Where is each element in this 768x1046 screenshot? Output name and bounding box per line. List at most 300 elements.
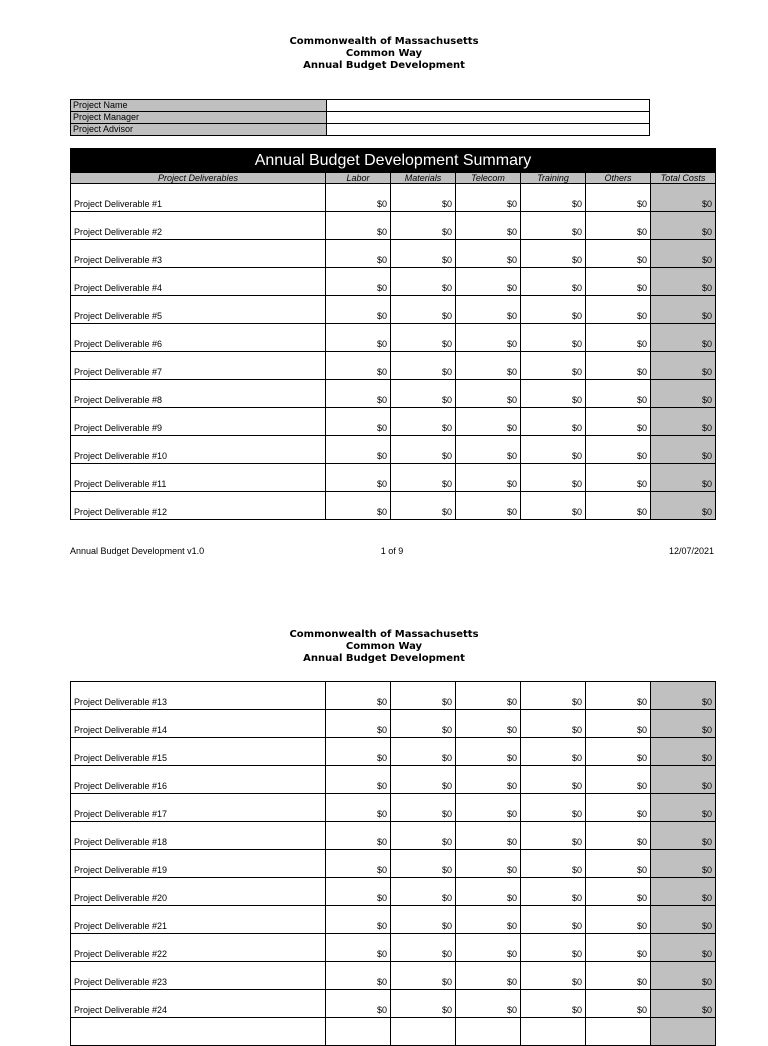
telecom-value: $0 bbox=[506, 753, 517, 763]
deliverable-name: Project Deliverable #10 bbox=[74, 451, 168, 461]
telecom-value: $0 bbox=[506, 227, 517, 237]
deliverable-name-cell[interactable] bbox=[71, 268, 326, 296]
materials-cell[interactable] bbox=[391, 492, 456, 520]
telecom-cell[interactable] bbox=[456, 492, 521, 520]
total-value: $0 bbox=[701, 725, 712, 735]
total-cell[interactable] bbox=[651, 436, 716, 464]
deliverable-name: Project Deliverable #5 bbox=[74, 311, 163, 321]
telecom-cell[interactable] bbox=[456, 962, 521, 990]
training-cell[interactable] bbox=[521, 794, 586, 822]
deliverable-name-cell[interactable] bbox=[71, 324, 326, 352]
others-cell[interactable] bbox=[586, 212, 651, 240]
footer-page-number: 1 of 9 bbox=[380, 546, 404, 556]
labor-cell[interactable] bbox=[326, 268, 391, 296]
deliverable-name-cell[interactable] bbox=[71, 906, 326, 934]
others-value: $0 bbox=[636, 451, 647, 461]
total-cell[interactable] bbox=[651, 822, 716, 850]
telecom-cell[interactable] bbox=[456, 1018, 521, 1046]
telecom-cell[interactable] bbox=[456, 822, 521, 850]
deliverable-name-cell[interactable] bbox=[71, 464, 326, 492]
telecom-cell[interactable] bbox=[456, 464, 521, 492]
training-cell[interactable] bbox=[521, 906, 586, 934]
labor-cell[interactable] bbox=[326, 962, 391, 990]
others-value: $0 bbox=[636, 837, 647, 847]
others-value: $0 bbox=[636, 507, 647, 517]
others-cell[interactable] bbox=[586, 766, 651, 794]
labor-cell[interactable] bbox=[326, 906, 391, 934]
total-cell[interactable] bbox=[651, 850, 716, 878]
others-value: $0 bbox=[636, 921, 647, 931]
total-value: $0 bbox=[701, 837, 712, 847]
deliverable-name-cell[interactable] bbox=[71, 352, 326, 380]
telecom-cell[interactable] bbox=[456, 682, 521, 710]
labor-value: $0 bbox=[376, 809, 387, 819]
telecom-value: $0 bbox=[506, 725, 517, 735]
others-cell[interactable] bbox=[586, 324, 651, 352]
others-value: $0 bbox=[636, 865, 647, 875]
deliverable-name-cell[interactable] bbox=[71, 240, 326, 268]
training-cell[interactable] bbox=[521, 738, 586, 766]
telecom-cell[interactable] bbox=[456, 794, 521, 822]
deliverable-name: Project Deliverable #20 bbox=[74, 893, 168, 903]
total-cell[interactable] bbox=[651, 682, 716, 710]
deliverable-name-cell[interactable] bbox=[71, 380, 326, 408]
total-cell[interactable] bbox=[651, 268, 716, 296]
total-value: $0 bbox=[701, 227, 712, 237]
training-cell[interactable] bbox=[521, 990, 586, 1018]
total-value: $0 bbox=[701, 809, 712, 819]
others-cell[interactable] bbox=[586, 408, 651, 436]
deliverable-name: Project Deliverable #14 bbox=[74, 725, 168, 735]
others-cell[interactable] bbox=[586, 710, 651, 738]
training-cell[interactable] bbox=[521, 268, 586, 296]
deliverable-name-cell[interactable] bbox=[71, 878, 326, 906]
training-value: $0 bbox=[571, 255, 582, 265]
deliverable-name-cell[interactable] bbox=[71, 436, 326, 464]
others-cell[interactable] bbox=[586, 682, 651, 710]
telecom-value: $0 bbox=[506, 339, 517, 349]
total-cell[interactable] bbox=[651, 212, 716, 240]
others-cell[interactable] bbox=[586, 296, 651, 324]
training-cell[interactable] bbox=[521, 682, 586, 710]
training-value: $0 bbox=[571, 1005, 582, 1015]
header-title: Annual Budget Development bbox=[303, 653, 465, 664]
others-cell[interactable] bbox=[586, 380, 651, 408]
training-cell[interactable] bbox=[521, 184, 586, 212]
labor-cell[interactable] bbox=[326, 352, 391, 380]
total-cell[interactable] bbox=[651, 240, 716, 268]
others-cell[interactable] bbox=[586, 240, 651, 268]
deliverable-name: Project Deliverable #3 bbox=[74, 255, 163, 265]
labor-value: $0 bbox=[376, 865, 387, 875]
labor-cell[interactable] bbox=[326, 990, 391, 1018]
total-cell[interactable] bbox=[651, 324, 716, 352]
training-cell[interactable] bbox=[521, 1018, 586, 1046]
others-value: $0 bbox=[636, 423, 647, 433]
table-row bbox=[71, 710, 716, 738]
materials-cell[interactable] bbox=[391, 850, 456, 878]
labor-value: $0 bbox=[376, 893, 387, 903]
labor-cell[interactable] bbox=[326, 240, 391, 268]
materials-cell[interactable] bbox=[391, 212, 456, 240]
labor-value: $0 bbox=[376, 451, 387, 461]
telecom-cell[interactable] bbox=[456, 436, 521, 464]
col-header-deliverables: Project Deliverables bbox=[71, 173, 326, 184]
materials-value: $0 bbox=[441, 893, 452, 903]
table-row bbox=[71, 352, 716, 380]
labor-value: $0 bbox=[376, 283, 387, 293]
training-cell[interactable] bbox=[521, 934, 586, 962]
materials-cell[interactable] bbox=[391, 990, 456, 1018]
deliverable-name-cell[interactable] bbox=[71, 682, 326, 710]
training-cell[interactable] bbox=[521, 962, 586, 990]
total-cell[interactable] bbox=[651, 962, 716, 990]
others-value: $0 bbox=[636, 283, 647, 293]
table-row bbox=[71, 212, 716, 240]
telecom-value: $0 bbox=[506, 479, 517, 489]
labor-value: $0 bbox=[376, 479, 387, 489]
labor-value: $0 bbox=[376, 753, 387, 763]
total-cell[interactable] bbox=[651, 380, 716, 408]
materials-value: $0 bbox=[441, 977, 452, 987]
labor-cell[interactable] bbox=[326, 436, 391, 464]
deliverable-name: Project Deliverable #19 bbox=[74, 865, 168, 875]
materials-cell[interactable] bbox=[391, 436, 456, 464]
materials-cell[interactable] bbox=[391, 408, 456, 436]
training-cell[interactable] bbox=[521, 710, 586, 738]
budget-summary-table bbox=[70, 148, 716, 520]
deliverable-name-cell[interactable] bbox=[71, 766, 326, 794]
deliverable-name-cell[interactable] bbox=[71, 962, 326, 990]
others-cell[interactable] bbox=[586, 738, 651, 766]
training-value: $0 bbox=[571, 507, 582, 517]
deliverable-name: Project Deliverable #9 bbox=[74, 423, 163, 433]
deliverable-name-cell[interactable] bbox=[71, 1018, 326, 1046]
col-header-materials: Materials bbox=[391, 173, 456, 184]
materials-cell[interactable] bbox=[391, 464, 456, 492]
labor-cell[interactable] bbox=[326, 878, 391, 906]
deliverable-name: Project Deliverable #2 bbox=[74, 227, 163, 237]
labor-value: $0 bbox=[376, 367, 387, 377]
labor-cell[interactable] bbox=[326, 738, 391, 766]
telecom-cell[interactable] bbox=[456, 324, 521, 352]
telecom-value: $0 bbox=[506, 977, 517, 987]
deliverable-name-cell[interactable] bbox=[71, 934, 326, 962]
others-value: $0 bbox=[636, 1005, 647, 1015]
deliverable-name: Project Deliverable #8 bbox=[74, 395, 163, 405]
total-value: $0 bbox=[701, 893, 712, 903]
training-cell[interactable] bbox=[521, 352, 586, 380]
labor-value: $0 bbox=[376, 697, 387, 707]
labor-cell[interactable] bbox=[326, 184, 391, 212]
telecom-cell[interactable] bbox=[456, 212, 521, 240]
training-value: $0 bbox=[571, 423, 582, 433]
deliverable-name-cell[interactable] bbox=[71, 184, 326, 212]
materials-value: $0 bbox=[441, 781, 452, 791]
deliverable-name-cell[interactable] bbox=[71, 990, 326, 1018]
others-cell[interactable] bbox=[586, 268, 651, 296]
materials-value: $0 bbox=[441, 451, 452, 461]
training-cell[interactable] bbox=[521, 212, 586, 240]
training-cell[interactable] bbox=[521, 464, 586, 492]
others-value: $0 bbox=[636, 339, 647, 349]
deliverable-name: Project Deliverable #23 bbox=[74, 977, 168, 987]
others-cell[interactable] bbox=[586, 1018, 651, 1046]
materials-cell[interactable] bbox=[391, 710, 456, 738]
labor-value: $0 bbox=[376, 339, 387, 349]
labor-cell[interactable] bbox=[326, 1018, 391, 1046]
materials-value: $0 bbox=[441, 809, 452, 819]
table-row bbox=[71, 240, 716, 268]
training-value: $0 bbox=[571, 921, 582, 931]
deliverable-name-cell[interactable] bbox=[71, 794, 326, 822]
others-cell[interactable] bbox=[586, 794, 651, 822]
total-cell[interactable] bbox=[651, 738, 716, 766]
footer-date: 12/07/2021 bbox=[668, 546, 714, 556]
telecom-cell[interactable] bbox=[456, 850, 521, 878]
project-advisor-label: Project Advisor bbox=[71, 124, 327, 136]
materials-cell[interactable] bbox=[391, 794, 456, 822]
total-cell[interactable] bbox=[651, 990, 716, 1018]
telecom-cell[interactable] bbox=[456, 906, 521, 934]
training-value: $0 bbox=[571, 199, 582, 209]
labor-value: $0 bbox=[376, 423, 387, 433]
total-value: $0 bbox=[701, 507, 712, 517]
telecom-value: $0 bbox=[506, 199, 517, 209]
others-value: $0 bbox=[636, 809, 647, 819]
materials-cell[interactable] bbox=[391, 822, 456, 850]
telecom-cell[interactable] bbox=[456, 408, 521, 436]
table-row bbox=[71, 408, 716, 436]
labor-cell[interactable] bbox=[326, 710, 391, 738]
materials-value: $0 bbox=[441, 311, 452, 321]
deliverable-name-cell[interactable] bbox=[71, 492, 326, 520]
others-cell[interactable] bbox=[586, 990, 651, 1018]
materials-value: $0 bbox=[441, 423, 452, 433]
total-value: $0 bbox=[701, 395, 712, 405]
others-cell[interactable] bbox=[586, 184, 651, 212]
labor-cell[interactable] bbox=[326, 492, 391, 520]
materials-cell[interactable] bbox=[391, 380, 456, 408]
deliverable-name: Project Deliverable #12 bbox=[74, 507, 168, 517]
materials-cell[interactable] bbox=[391, 268, 456, 296]
labor-value: $0 bbox=[376, 395, 387, 405]
col-header-total-costs: Total Costs bbox=[651, 173, 716, 184]
training-cell[interactable] bbox=[521, 408, 586, 436]
materials-value: $0 bbox=[441, 753, 452, 763]
training-cell[interactable] bbox=[521, 822, 586, 850]
labor-cell[interactable] bbox=[326, 822, 391, 850]
deliverable-name: Project Deliverable #16 bbox=[74, 781, 168, 791]
table-row bbox=[71, 962, 716, 990]
total-value: $0 bbox=[701, 199, 712, 209]
others-value: $0 bbox=[636, 725, 647, 735]
telecom-cell[interactable] bbox=[456, 878, 521, 906]
materials-cell[interactable] bbox=[391, 240, 456, 268]
materials-value: $0 bbox=[441, 865, 452, 875]
telecom-value: $0 bbox=[506, 893, 517, 903]
deliverable-name-cell[interactable] bbox=[71, 212, 326, 240]
deliverable-name: Project Deliverable #17 bbox=[74, 809, 168, 819]
col-header-labor: Labor bbox=[326, 173, 391, 184]
training-value: $0 bbox=[571, 479, 582, 489]
col-header-training: Training bbox=[521, 173, 586, 184]
others-cell[interactable] bbox=[586, 436, 651, 464]
telecom-cell[interactable] bbox=[456, 738, 521, 766]
table-row bbox=[71, 1018, 716, 1046]
materials-cell[interactable] bbox=[391, 962, 456, 990]
telecom-value: $0 bbox=[506, 367, 517, 377]
labor-cell[interactable] bbox=[326, 850, 391, 878]
deliverable-name-cell[interactable] bbox=[71, 850, 326, 878]
deliverable-name: Project Deliverable #13 bbox=[74, 697, 168, 707]
table-row bbox=[71, 738, 716, 766]
telecom-value: $0 bbox=[506, 507, 517, 517]
training-cell[interactable] bbox=[521, 850, 586, 878]
total-value: $0 bbox=[701, 977, 712, 987]
labor-cell[interactable] bbox=[326, 794, 391, 822]
project-name-row bbox=[71, 100, 650, 112]
telecom-value: $0 bbox=[506, 809, 517, 819]
project-advisor-field[interactable] bbox=[327, 124, 650, 136]
materials-cell[interactable] bbox=[391, 738, 456, 766]
telecom-cell[interactable] bbox=[456, 934, 521, 962]
header-subtitle: Common Way bbox=[345, 48, 423, 59]
others-value: $0 bbox=[636, 697, 647, 707]
others-value: $0 bbox=[636, 753, 647, 763]
labor-cell[interactable] bbox=[326, 934, 391, 962]
others-cell[interactable] bbox=[586, 464, 651, 492]
training-cell[interactable] bbox=[521, 766, 586, 794]
deliverable-name-cell[interactable] bbox=[71, 408, 326, 436]
telecom-cell[interactable] bbox=[456, 240, 521, 268]
telecom-cell[interactable] bbox=[456, 380, 521, 408]
total-cell[interactable] bbox=[651, 794, 716, 822]
deliverable-name-cell[interactable] bbox=[71, 738, 326, 766]
page-header-2 bbox=[0, 629, 768, 665]
materials-cell[interactable] bbox=[391, 934, 456, 962]
materials-value: $0 bbox=[441, 395, 452, 405]
training-value: $0 bbox=[571, 395, 582, 405]
deliverable-name: Project Deliverable #11 bbox=[74, 479, 167, 489]
materials-value: $0 bbox=[441, 507, 452, 517]
telecom-value: $0 bbox=[506, 921, 517, 931]
others-cell[interactable] bbox=[586, 934, 651, 962]
total-cell[interactable] bbox=[651, 184, 716, 212]
materials-value: $0 bbox=[441, 227, 452, 237]
materials-cell[interactable] bbox=[391, 682, 456, 710]
materials-cell[interactable] bbox=[391, 878, 456, 906]
deliverable-name: Project Deliverable #1 bbox=[74, 199, 163, 209]
materials-value: $0 bbox=[441, 837, 452, 847]
labor-value: $0 bbox=[376, 837, 387, 847]
others-value: $0 bbox=[636, 199, 647, 209]
others-cell[interactable] bbox=[586, 850, 651, 878]
total-cell[interactable] bbox=[651, 296, 716, 324]
others-cell[interactable] bbox=[586, 492, 651, 520]
labor-value: $0 bbox=[376, 1005, 387, 1015]
summary-rows bbox=[71, 682, 716, 1046]
materials-cell[interactable] bbox=[391, 906, 456, 934]
total-cell[interactable] bbox=[651, 492, 716, 520]
deliverable-name: Project Deliverable #7 bbox=[74, 367, 163, 377]
materials-cell[interactable] bbox=[391, 352, 456, 380]
labor-cell[interactable] bbox=[326, 296, 391, 324]
training-cell[interactable] bbox=[521, 492, 586, 520]
labor-cell[interactable] bbox=[326, 324, 391, 352]
total-cell[interactable] bbox=[651, 710, 716, 738]
deliverable-name: Project Deliverable #21 bbox=[74, 921, 168, 931]
labor-cell[interactable] bbox=[326, 682, 391, 710]
materials-value: $0 bbox=[441, 949, 452, 959]
others-cell[interactable] bbox=[586, 352, 651, 380]
telecom-cell[interactable] bbox=[456, 352, 521, 380]
total-cell[interactable] bbox=[651, 1018, 716, 1046]
others-cell[interactable] bbox=[586, 962, 651, 990]
telecom-value: $0 bbox=[506, 949, 517, 959]
labor-cell[interactable] bbox=[326, 408, 391, 436]
training-cell[interactable] bbox=[521, 324, 586, 352]
materials-cell[interactable] bbox=[391, 1018, 456, 1046]
others-cell[interactable] bbox=[586, 906, 651, 934]
labor-cell[interactable] bbox=[326, 212, 391, 240]
deliverable-name-cell[interactable] bbox=[71, 822, 326, 850]
training-cell[interactable] bbox=[521, 436, 586, 464]
telecom-value: $0 bbox=[506, 311, 517, 321]
total-cell[interactable] bbox=[651, 408, 716, 436]
labor-cell[interactable] bbox=[326, 464, 391, 492]
total-cell[interactable] bbox=[651, 878, 716, 906]
materials-cell[interactable] bbox=[391, 296, 456, 324]
table-row bbox=[71, 268, 716, 296]
total-cell[interactable] bbox=[651, 464, 716, 492]
telecom-cell[interactable] bbox=[456, 184, 521, 212]
telecom-cell[interactable] bbox=[456, 268, 521, 296]
training-cell[interactable] bbox=[521, 380, 586, 408]
total-cell[interactable] bbox=[651, 352, 716, 380]
total-cell[interactable] bbox=[651, 906, 716, 934]
total-cell[interactable] bbox=[651, 934, 716, 962]
labor-value: $0 bbox=[376, 921, 387, 931]
deliverable-name-cell[interactable] bbox=[71, 710, 326, 738]
project-manager-field[interactable] bbox=[327, 112, 650, 124]
project-advisor-row bbox=[71, 124, 650, 136]
training-cell[interactable] bbox=[521, 878, 586, 906]
deliverable-name: Project Deliverable #18 bbox=[74, 837, 168, 847]
table-row bbox=[71, 906, 716, 934]
telecom-cell[interactable] bbox=[456, 296, 521, 324]
labor-cell[interactable] bbox=[326, 766, 391, 794]
deliverable-name-cell[interactable] bbox=[71, 296, 326, 324]
telecom-cell[interactable] bbox=[456, 990, 521, 1018]
project-name-field[interactable] bbox=[327, 100, 650, 112]
materials-cell[interactable] bbox=[391, 184, 456, 212]
telecom-cell[interactable] bbox=[456, 766, 521, 794]
others-cell[interactable] bbox=[586, 822, 651, 850]
labor-cell[interactable] bbox=[326, 380, 391, 408]
materials-cell[interactable] bbox=[391, 766, 456, 794]
training-cell[interactable] bbox=[521, 296, 586, 324]
materials-cell[interactable] bbox=[391, 324, 456, 352]
others-cell[interactable] bbox=[586, 878, 651, 906]
labor-value: $0 bbox=[376, 311, 387, 321]
training-cell[interactable] bbox=[521, 240, 586, 268]
materials-value: $0 bbox=[441, 255, 452, 265]
training-value: $0 bbox=[571, 977, 582, 987]
materials-value: $0 bbox=[441, 697, 452, 707]
total-cell[interactable] bbox=[651, 766, 716, 794]
telecom-cell[interactable] bbox=[456, 710, 521, 738]
